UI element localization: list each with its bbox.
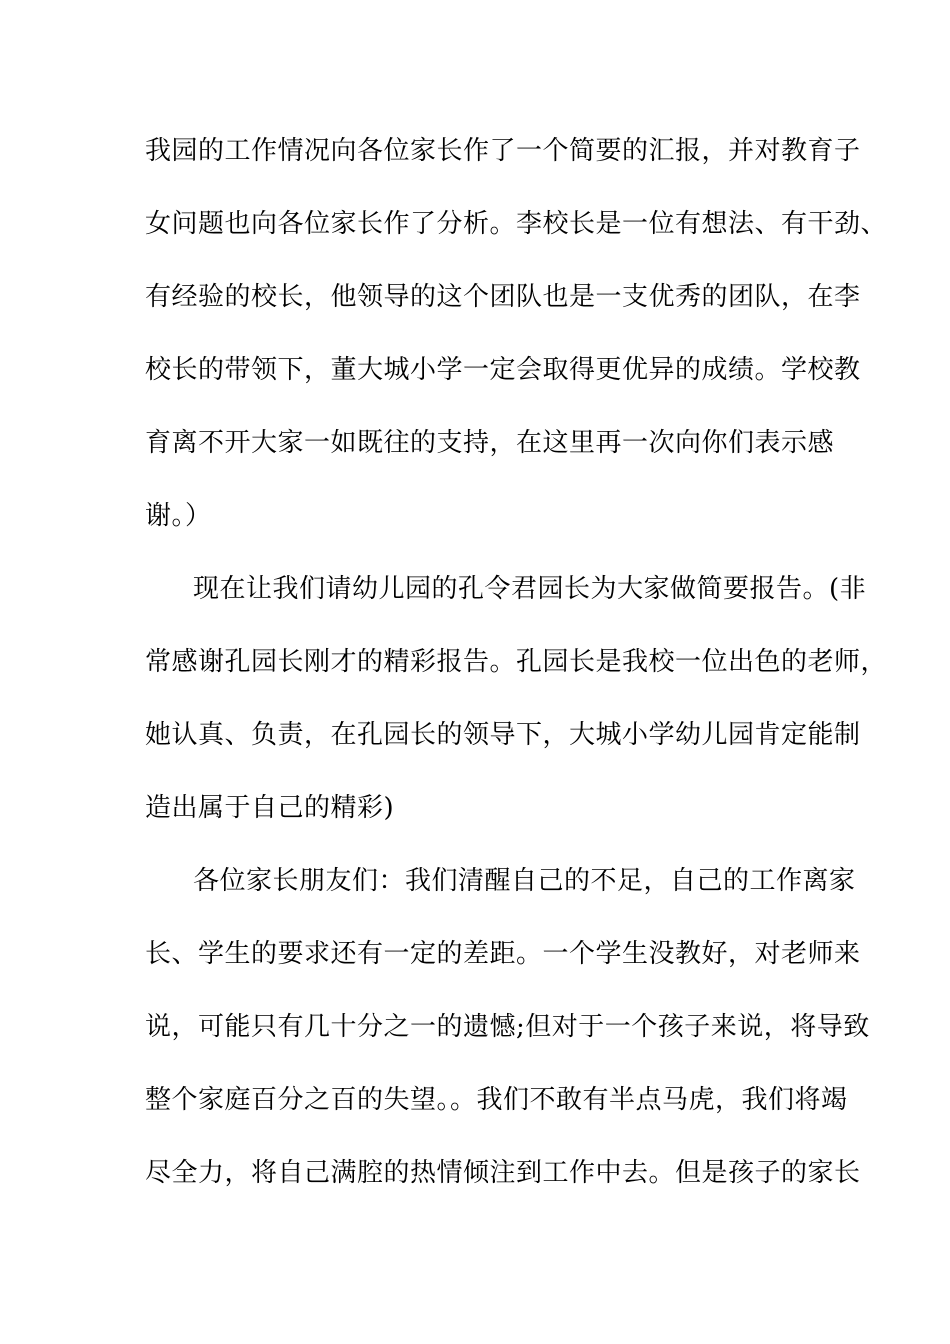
text-line: 说，可能只有几十分之一的遗憾;但对于一个孩子来说，将导致 — [145, 1012, 870, 1042]
text-line: 整个家庭百分之百的失望。。我们不敢有半点马虎，我们将竭 — [145, 1085, 848, 1115]
text-line: 我园的工作情况向各位家长作了一个简要的汇报，并对教育子 — [145, 136, 861, 166]
text-line: 常感谢孔园长刚才的精彩报告。孔园长是我校一位出色的老师， — [145, 647, 888, 677]
text-line: 尽全力，将自己满腔的热情倾注到工作中去。但是孩子的家长 — [145, 1158, 861, 1188]
paragraph-start-line: 各位家长朋友们：我们清醒自己的不足，自己的工作离家 — [193, 866, 856, 896]
text-line: 校长的带领下，董大城小学一定会取得更优异的成绩。学校教 — [145, 355, 861, 385]
text-line: 育离不开大家一如既往的支持，在这里再一次向你们表示感 — [145, 428, 835, 458]
text-line: 谢。） — [145, 501, 212, 531]
text-line: 长、学生的要求还有一定的差距。一个学生没教好，对老师来 — [145, 939, 861, 969]
paragraph-start-line: 现在让我们请幼儿园的孔令君园长为大家做简要报告。(非 — [193, 574, 867, 604]
text-line: 有经验的校长，他领导的这个团队也是一支优秀的团队，在李 — [145, 282, 861, 312]
text-line: 造出属于自己的精彩) — [145, 793, 395, 823]
document-body — [145, 128, 888, 1223]
text-line: 她认真、负责，在孔园长的领导下，大城小学幼儿园肯定能制 — [145, 720, 861, 750]
text-line: 女问题也向各位家长作了分析。李校长是一位有想法、有干劲、 — [145, 209, 888, 239]
